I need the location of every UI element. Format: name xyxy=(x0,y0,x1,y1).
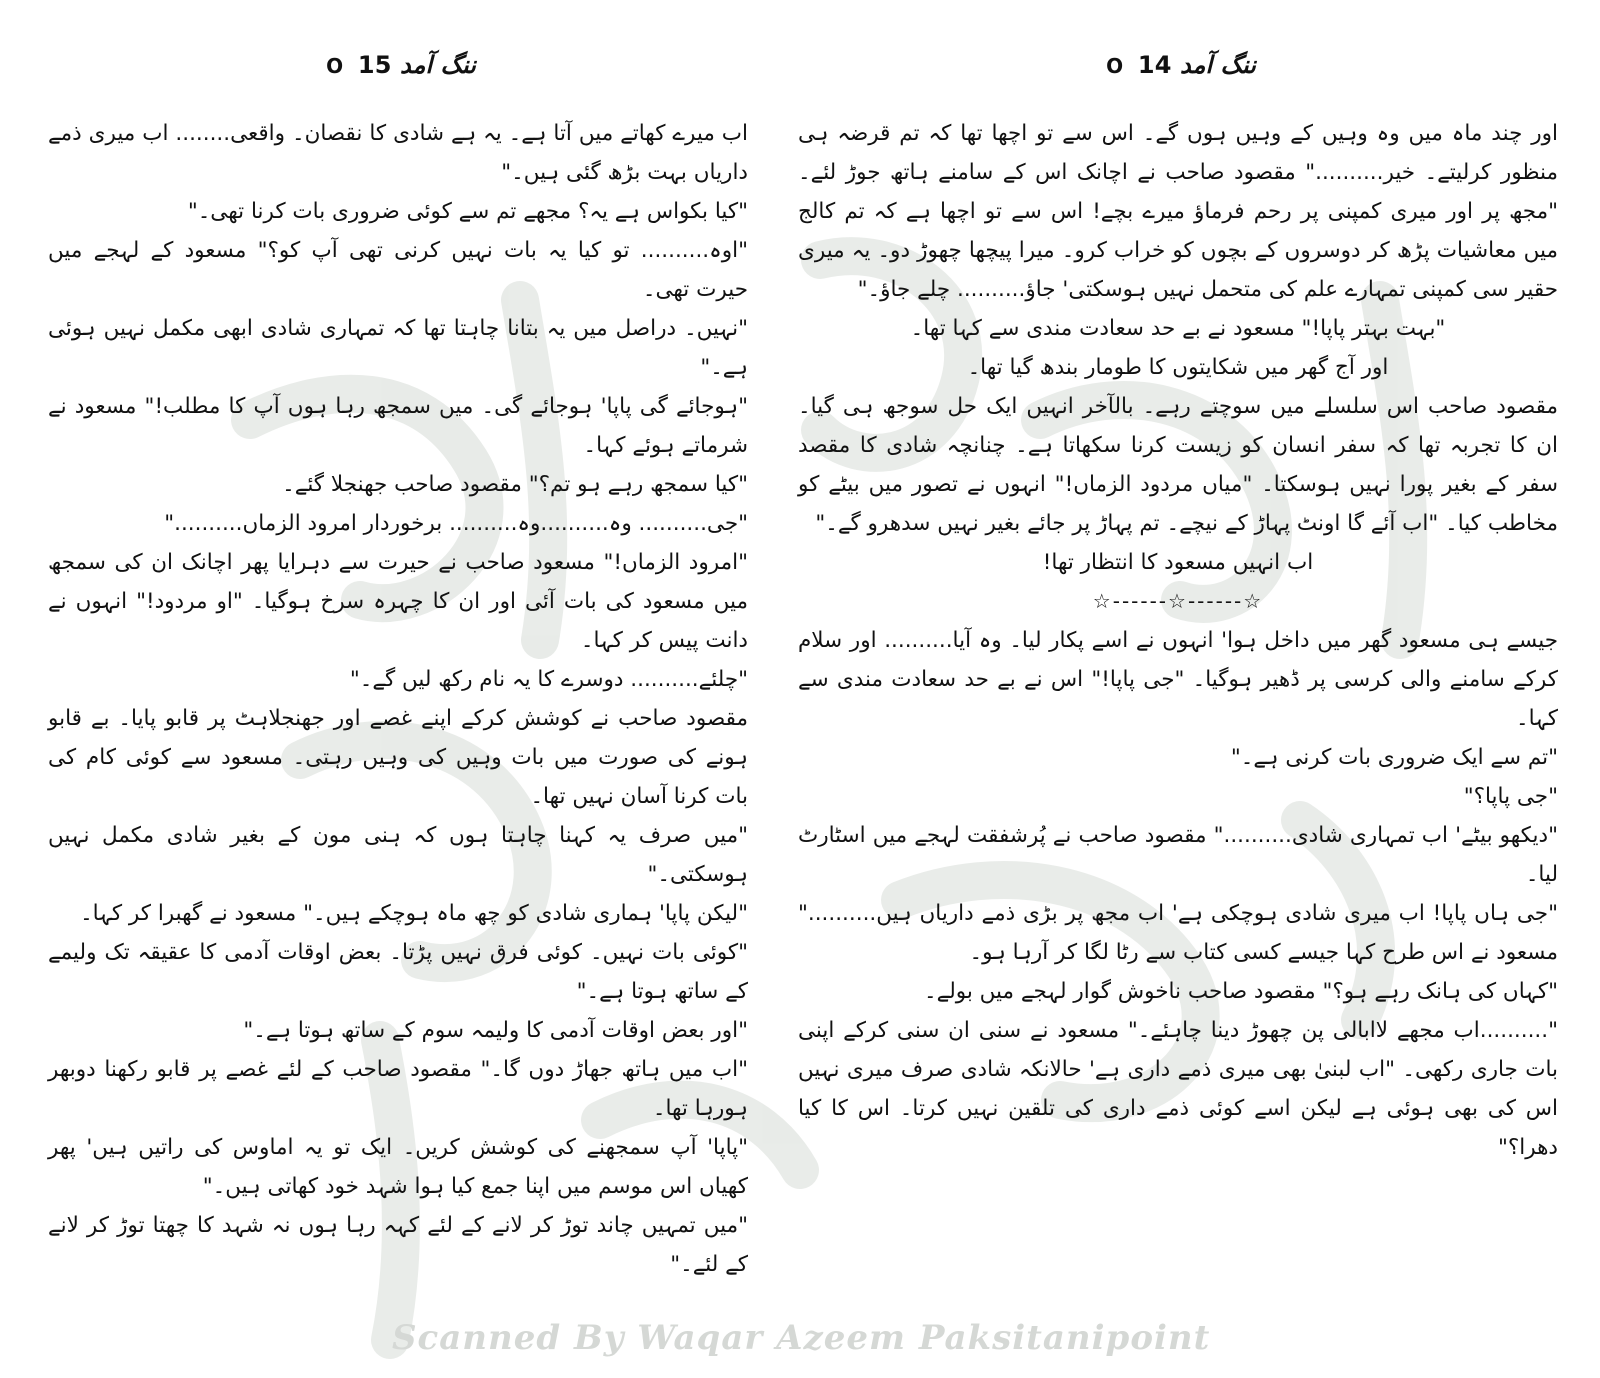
paragraph: "اور بعض اوقات آدمی کا ولیمہ سوم کے ساتھ ہوتا ہے۔" xyxy=(243,1018,748,1043)
right-page-header xyxy=(798,40,1558,90)
paragraph: اور آج گھر میں شکایتوں کا طومار بندھ گیا تھا۔ xyxy=(967,355,1389,380)
right-page-header-separator: O xyxy=(1106,54,1124,78)
paragraph: "نہیں۔ دراصل میں یہ بتانا چاہتا تھا کہ تمہاری شادی ابھی مکمل نہیں ہوئی ہے۔" xyxy=(48,316,748,380)
left-page xyxy=(48,40,748,1284)
paragraph: "کیا سمجھ رہے ہو تم؟" مقصود صاحب جھنجلا گئے۔ xyxy=(282,472,748,497)
right-page xyxy=(798,40,1558,1167)
right-page-number: 14 xyxy=(1137,51,1172,79)
right-page-title: ننگ آمد xyxy=(1180,51,1256,79)
paragraph: "تم سے ایک ضروری بات کرنی ہے۔" xyxy=(1230,745,1558,770)
paragraph: "ہوجائے گی پاپا' ہوجائے گی۔ میں سمجھ رہا ہوں آپ کا مطلب!" مسعود نے شرماتے ہوئے کہا۔ xyxy=(48,394,748,458)
left-page-body xyxy=(48,114,748,1284)
paragraph: اب انہیں مسعود کا انتظار تھا! xyxy=(1042,550,1314,575)
section-divider: ☆------☆------☆ xyxy=(1092,589,1264,613)
paragraph: "دیکھو بیٹے' اب تمہاری شادی.........." مقصود صاحب نے پُرشفقت لہجے میں اسٹارٹ لیا۔ xyxy=(798,823,1558,887)
paragraph: "کوئی بات نہیں۔ کوئی فرق نہیں پڑتا۔ بعض اوقات آدمی کا عقیقہ تک ولیمے کے ساتھ ہوتا ہے۔" xyxy=(48,940,748,1004)
paragraph: "چلئے.......... دوسرے کا یہ نام رکھ لیں گے۔" xyxy=(349,667,748,692)
paragraph: "میں تمہیں چاند توڑ کر لانے کے لئے کہہ رہا ہوں نہ شہد کا چھتا توڑ کر لانے کے لئے۔" xyxy=(48,1213,748,1277)
right-page-body xyxy=(798,114,1558,1167)
paragraph: "اوہ.......... تو کیا یہ بات نہیں کرنی تھی آپ کو؟" مسعود کے لہجے میں حیرت تھی۔ xyxy=(48,238,748,302)
paragraph: مقصود صاحب اس سلسلے میں سوچتے رہے۔ بالآخر انہیں ایک حل سوجھ ہی گیا۔ ان کا تجربہ تھا کہ سفر انسان کو زیست کرنا سکھاتا ہے۔ چنانچہ شادی کا مقصد سفر کے بغیر پورا نہیں ہوسکتا۔ "میاں مردود الزماں!" انہوں نے تصور میں بیٹے کو مخاطب کیا۔ "اب آئے گا اونٹ پہاڑ کے نیچے۔ تم پہاڑ پر جائے بغیر نہیں سدھرو گے۔" xyxy=(798,394,1558,536)
paragraph: "میں صرف یہ کہنا چاہتا ہوں کہ ہنی مون کے بغیر شادی مکمل نہیں ہوسکتی۔" xyxy=(48,823,748,887)
paragraph: اب میرے کھاتے میں آتا ہے۔ یہ ہے شادی کا نقصان۔ واقعی........ اب میری ذمے داریاں بہت بڑھ گئی ہیں۔" xyxy=(48,121,748,185)
paragraph: "لیکن پاپا' ہماری شادی کو چھ ماہ ہوچکے ہیں۔" مسعود نے گھبرا کر کہا۔ xyxy=(80,901,748,926)
paragraph: "بہت بہتر پاپا!" مسعود نے بے حد سعادت مندی سے کہا تھا۔ xyxy=(910,316,1446,341)
paragraph: "کہاں کی ہانک رہے ہو؟" مقصود صاحب ناخوش گوار لہجے میں بولے۔ xyxy=(924,979,1558,1004)
paragraph: جیسے ہی مسعود گھر میں داخل ہوا' انہوں نے اسے پکار لیا۔ وہ آیا.......... اور سلام کرکے سامنے والی کرسی پر ڈھیر ہوگیا۔ "جی پاپا!" اس نے بے حد سعادت مندی سے کہا۔ xyxy=(798,628,1558,731)
paragraph: "جی ہاں پاپا! اب میری شادی ہوچکی ہے' اب مجھ پر بڑی ذمے داریاں ہیں.........." مسعود نے اس طرح کہا جیسے کسی کتاب سے رٹا لگا کر آرہا ہو۔ xyxy=(798,901,1558,965)
paragraph: "امرود الزماں!" مسعود صاحب نے حیرت سے دہرایا پھر اچانک ان کی سمجھ میں مسعود کی بات آئی اور ان کا چہرہ سرخ ہوگیا۔ "او مردود!" انہوں نے دانت پیس کر کہا۔ xyxy=(48,550,748,653)
paragraph: "جی پاپا؟" xyxy=(1463,784,1558,809)
scan-credit-watermark: Scanned By Waqar Azeem Paksitanipoint xyxy=(392,1318,1211,1358)
paragraph: "پاپا' آپ سمجھنے کی کوشش کریں۔ ایک تو یہ اماوس کی راتیں ہیں' پھر کھیاں اس موسم میں اپنا جمع کیا ہوا شہد خود کھاتی ہیں۔" xyxy=(48,1135,748,1199)
paragraph: "..........اب مجھے لاابالی پن چھوڑ دینا چاہئے۔" مسعود نے سنی ان سنی کرکے اپنی بات جاری رکھی۔ "اب لبنیٰ بھی میری ذمے داری ہے' حالانکہ شادی صرف میری نہیں اس کی بھی ہوئی ہے لیکن اسے کوئی ذمے داری کی تلقین نہیں کرتا۔ اس کا کیا دھرا؟" xyxy=(798,1018,1558,1160)
left-page-header-separator: O xyxy=(326,54,344,78)
paragraph: "کیا بکواس ہے یہ؟ مجھے تم سے کوئی ضروری بات کرنا تھی۔" xyxy=(187,199,748,224)
paragraph: مقصود صاحب نے کوشش کرکے اپنے غصے اور جھنجلاہٹ پر قابو پایا۔ بے قابو ہونے کی صورت میں بات وہیں کی وہیں رہتی۔ مسعود سے کوئی کام کی بات کرنا آسان نہیں تھا۔ xyxy=(48,706,748,809)
paragraph: "اب میں ہاتھ جھاڑ دوں گا۔" مقصود صاحب کے لئے غصے پر قابو رکھنا دوبھر ہورہا تھا۔ xyxy=(48,1057,748,1121)
left-page-number: 15 xyxy=(357,51,392,79)
left-page-title: ننگ آمد xyxy=(400,51,476,79)
left-page-header xyxy=(48,40,748,90)
paragraph: اور چند ماہ میں وہ وہیں کے وہیں ہوں گے۔ اس سے تو اچھا تھا کہ تم قرضہ ہی منظور کرلیتے۔ خیر.........." مقصود صاحب نے اچانک اس کے سامنے ہاتھ جوڑ لئے۔ "مجھ پر اور میری کمپنی پر رحم فرماؤ میرے بچے! اس سے تو اچھا ہے کہ تم کالج میں معاشیات پڑھ کر دوسروں کے بچوں کو خراب کرو۔ میرا پیچھا چھوڑ دو۔ یہ میری حقیر سی کمپنی تمہارے علم کی متحمل نہیں ہوسکتی' جاؤ.......... چلے جاؤ۔" xyxy=(798,121,1558,302)
paragraph: "جی.......... وہ..........وہ.......... برخوردار امرود الزماں.........." xyxy=(164,511,748,536)
